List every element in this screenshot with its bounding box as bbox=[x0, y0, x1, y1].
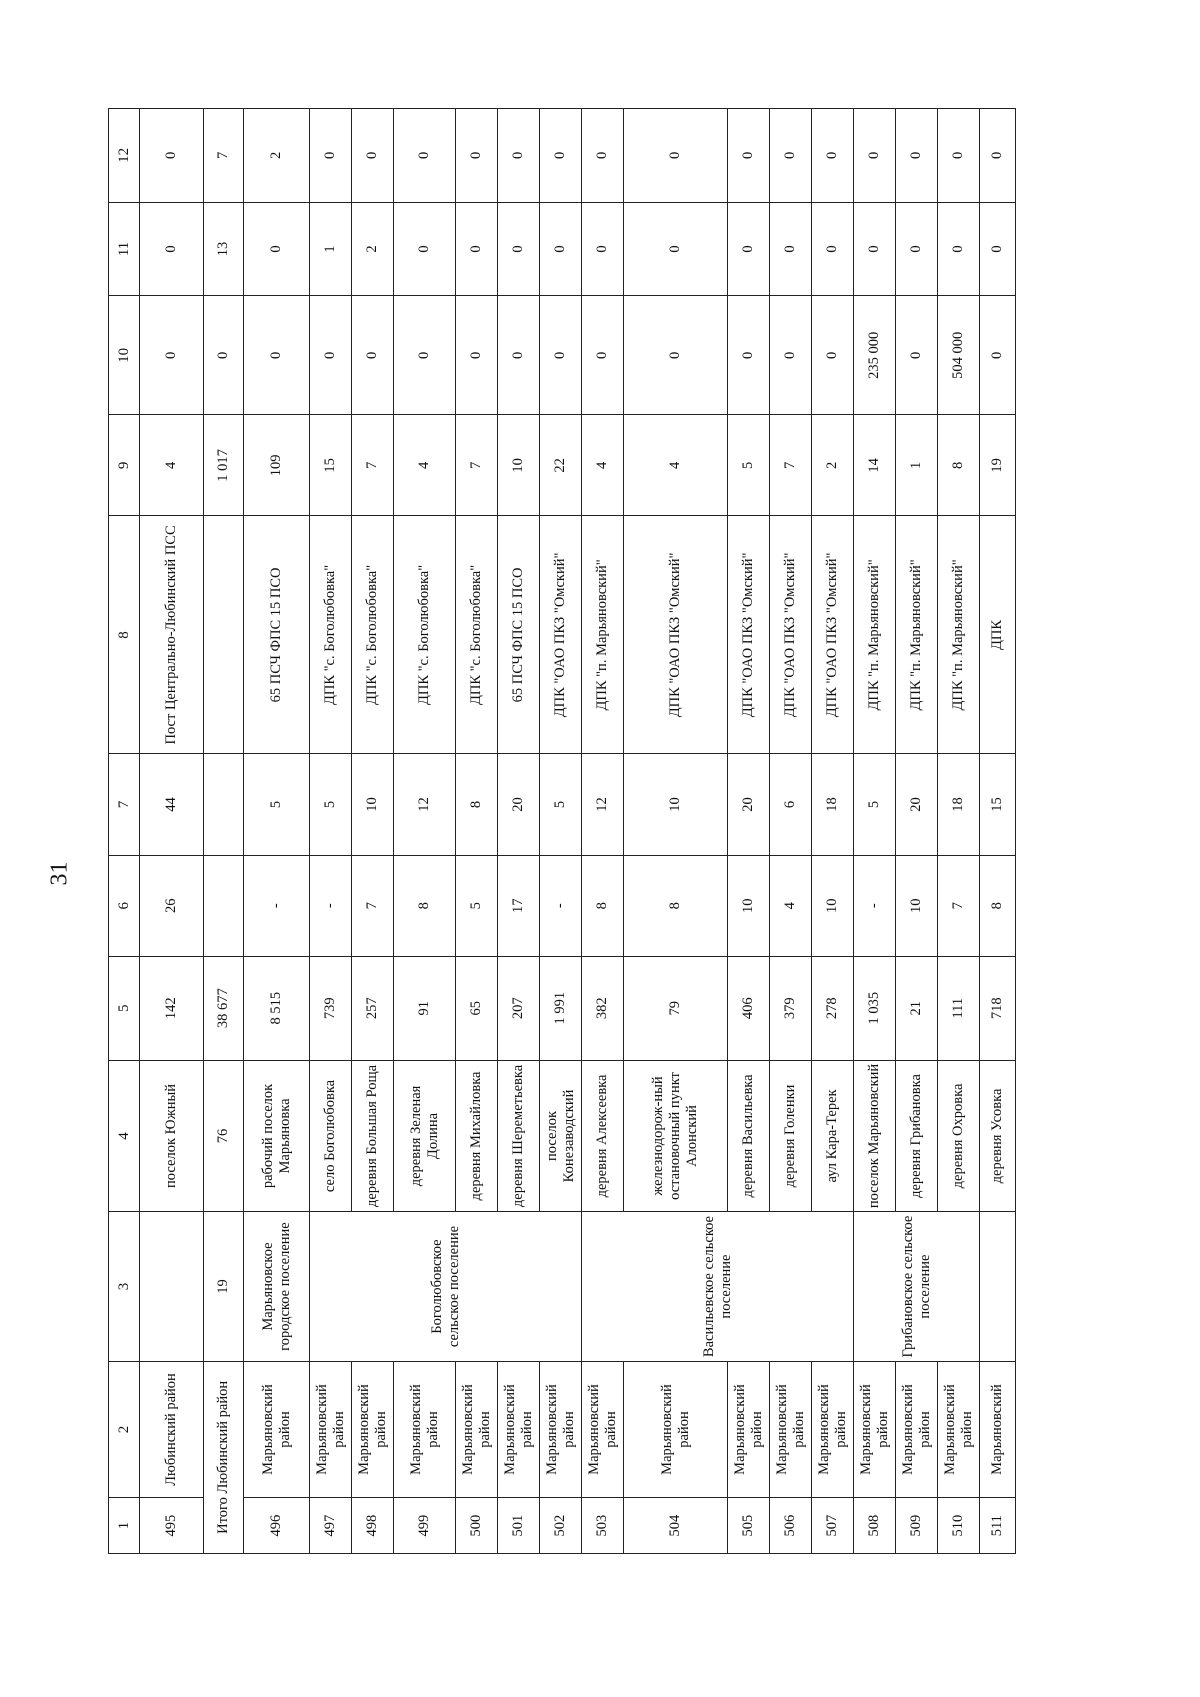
value-cell: 4 bbox=[394, 415, 456, 516]
locality-cell: деревня Большая Роща bbox=[352, 1060, 394, 1212]
value-cell: 5 bbox=[540, 754, 582, 855]
value-cell: 10 bbox=[498, 415, 540, 516]
value-cell: 4 bbox=[582, 415, 624, 516]
value-cell: 0 bbox=[728, 202, 770, 296]
value-cell: 7 bbox=[456, 415, 498, 516]
value-cell: 26 bbox=[140, 855, 204, 956]
value-cell: 0 bbox=[980, 296, 1016, 415]
table-row bbox=[140, 109, 204, 1554]
fire-unit-cell: ДПК "ОАО ПКЗ "Омский" bbox=[728, 516, 770, 754]
value-cell: 0 bbox=[770, 296, 812, 415]
district-cell: Марьяновский район bbox=[728, 1361, 770, 1498]
value-cell: 0 bbox=[540, 202, 582, 296]
value-cell: 7 bbox=[770, 415, 812, 516]
value-cell: 739 bbox=[310, 956, 352, 1060]
fire-unit-cell: ДПК "с. Боголюбовка" bbox=[456, 516, 498, 754]
value-cell: 0 bbox=[812, 202, 854, 296]
value-cell: 0 bbox=[938, 109, 980, 203]
value-cell: 0 bbox=[204, 296, 244, 415]
header-cell: 4 bbox=[109, 1060, 140, 1212]
fire-unit-cell: ДПК "ОАО ПКЗ "Омский" bbox=[624, 516, 728, 754]
fire-unit-cell: ДПК "ОАО ПКЗ "Омский" bbox=[812, 516, 854, 754]
value-cell: 10 bbox=[624, 754, 728, 855]
value-cell: 5 bbox=[854, 754, 896, 855]
locality-cell: поселок Конезаводский bbox=[540, 1060, 582, 1212]
value-cell: 13 bbox=[204, 202, 244, 296]
value-cell: 0 bbox=[540, 109, 582, 203]
value-cell: 0 bbox=[812, 109, 854, 203]
value-cell: - bbox=[244, 855, 310, 956]
fire-unit-cell: ДПК "с. Боголюбовка" bbox=[352, 516, 394, 754]
value-cell: - bbox=[854, 855, 896, 956]
locality-cell: аул Кара-Терек bbox=[812, 1060, 854, 1212]
table-row bbox=[244, 109, 310, 1554]
settlement-cell bbox=[980, 1212, 1016, 1361]
locality-cell: деревня Алексеевка bbox=[582, 1060, 624, 1212]
value-cell: 1 991 bbox=[540, 956, 582, 1060]
value-cell: 0 bbox=[352, 109, 394, 203]
header-cell: 3 bbox=[109, 1212, 140, 1361]
value-cell bbox=[204, 754, 244, 855]
value-cell: 235 000 bbox=[854, 296, 896, 415]
value-cell: 0 bbox=[498, 109, 540, 203]
value-cell: 379 bbox=[770, 956, 812, 1060]
fire-unit-cell: ДПК "с. Боголюбовка" bbox=[310, 516, 352, 754]
value-cell: 382 bbox=[582, 956, 624, 1060]
value-cell: 10 bbox=[728, 855, 770, 956]
locality-cell: деревня Шереметьевка bbox=[498, 1060, 540, 1212]
locality-cell: деревня Зеленая Долина bbox=[394, 1060, 456, 1212]
table-row bbox=[310, 109, 352, 1554]
value-cell: 0 bbox=[582, 109, 624, 203]
district-cell: Марьяновский район bbox=[812, 1361, 854, 1498]
row-number-cell: 511 bbox=[980, 1498, 1016, 1554]
value-cell: 12 bbox=[394, 754, 456, 855]
value-cell: 17 bbox=[498, 855, 540, 956]
value-cell: 1 035 bbox=[854, 956, 896, 1060]
value-cell: 0 bbox=[728, 109, 770, 203]
value-cell: 718 bbox=[980, 956, 1016, 1060]
locality-cell: железнодорож-ный остановочный пункт Алонский bbox=[624, 1060, 728, 1212]
header-cell: 11 bbox=[109, 202, 140, 296]
value-cell: - bbox=[310, 855, 352, 956]
district-cell: Марьяновский район bbox=[244, 1361, 310, 1498]
value-cell: 1 bbox=[310, 202, 352, 296]
value-cell: 10 bbox=[352, 754, 394, 855]
value-cell: 91 bbox=[394, 956, 456, 1060]
district-cell: Марьяновский район bbox=[896, 1361, 938, 1498]
value-cell: 18 bbox=[812, 754, 854, 855]
value-cell: 4 bbox=[624, 415, 728, 516]
value-cell: 10 bbox=[896, 855, 938, 956]
value-cell: 0 bbox=[854, 109, 896, 203]
header-cell: 6 bbox=[109, 855, 140, 956]
value-cell: 2 bbox=[244, 109, 310, 203]
header-cell: 12 bbox=[109, 109, 140, 203]
value-cell: 8 bbox=[938, 415, 980, 516]
value-cell: 4 bbox=[770, 855, 812, 956]
value-cell bbox=[204, 855, 244, 956]
district-cell: Марьяновский район bbox=[770, 1361, 812, 1498]
value-cell: 0 bbox=[456, 109, 498, 203]
value-cell: 20 bbox=[896, 754, 938, 855]
value-cell: 109 bbox=[244, 415, 310, 516]
header-cell: 10 bbox=[109, 296, 140, 415]
locality-cell: деревня Голенки bbox=[770, 1060, 812, 1212]
district-cell: Марьяновский район bbox=[582, 1361, 624, 1498]
row-number-cell: 505 bbox=[728, 1498, 770, 1554]
data-table bbox=[108, 108, 1016, 1554]
district-cell: Марьяновский район bbox=[540, 1361, 582, 1498]
value-cell: 0 bbox=[624, 296, 728, 415]
value-cell: 207 bbox=[498, 956, 540, 1060]
table-row bbox=[854, 109, 896, 1554]
value-cell: 0 bbox=[896, 296, 938, 415]
fire-unit-cell: ДПК "п. Марьяновский" bbox=[582, 516, 624, 754]
row-number-cell: 502 bbox=[540, 1498, 582, 1554]
value-cell: 1 bbox=[896, 415, 938, 516]
value-cell: 5 bbox=[728, 415, 770, 516]
value-cell: 21 bbox=[896, 956, 938, 1060]
fire-unit-cell: ДПК bbox=[980, 516, 1016, 754]
value-cell: 19 bbox=[204, 1212, 244, 1361]
value-cell: 0 bbox=[140, 202, 204, 296]
district-cell: Марьяновский район bbox=[394, 1361, 456, 1498]
value-cell: 7 bbox=[204, 109, 244, 203]
total-row bbox=[204, 109, 244, 1554]
table-row bbox=[582, 109, 624, 1554]
value-cell: 0 bbox=[938, 202, 980, 296]
value-cell: 0 bbox=[728, 296, 770, 415]
header-cell: 7 bbox=[109, 754, 140, 855]
value-cell: 0 bbox=[244, 296, 310, 415]
row-number-cell: 509 bbox=[896, 1498, 938, 1554]
value-cell: 44 bbox=[140, 754, 204, 855]
value-cell: 0 bbox=[854, 202, 896, 296]
value-cell: 0 bbox=[896, 202, 938, 296]
row-number-cell: 501 bbox=[498, 1498, 540, 1554]
locality-cell: село Боголюбовка bbox=[310, 1060, 352, 1212]
value-cell: 7 bbox=[352, 415, 394, 516]
value-cell: 8 bbox=[582, 855, 624, 956]
value-cell: 8 bbox=[456, 754, 498, 855]
value-cell: 18 bbox=[938, 754, 980, 855]
district-cell: Марьяновский район bbox=[456, 1361, 498, 1498]
district-cell: Марьяновский район bbox=[352, 1361, 394, 1498]
value-cell: 5 bbox=[244, 754, 310, 855]
settlement-merged-cell: Васильевское сельское поселение bbox=[582, 1212, 854, 1361]
value-cell: 257 bbox=[352, 956, 394, 1060]
value-cell: 142 bbox=[140, 956, 204, 1060]
value-cell: 0 bbox=[456, 296, 498, 415]
value-cell: 2 bbox=[352, 202, 394, 296]
value-cell: 0 bbox=[770, 109, 812, 203]
district-cell: Марьяновский район bbox=[498, 1361, 540, 1498]
value-cell: 14 bbox=[854, 415, 896, 516]
value-cell: 8 515 bbox=[244, 956, 310, 1060]
value-cell: 0 bbox=[310, 109, 352, 203]
value-cell: 0 bbox=[394, 109, 456, 203]
value-cell: 0 bbox=[140, 109, 204, 203]
row-number-cell: 510 bbox=[938, 1498, 980, 1554]
fire-unit-cell: Пост Центрально-Любинский ПСС bbox=[140, 516, 204, 754]
value-cell: 0 bbox=[980, 202, 1016, 296]
row-number-cell: 499 bbox=[394, 1498, 456, 1554]
rotated-table-container bbox=[108, 108, 1076, 1554]
district-cell: Марьяновский район bbox=[624, 1361, 728, 1498]
value-cell: 0 bbox=[812, 296, 854, 415]
locality-cell: деревня Усовка bbox=[980, 1060, 1016, 1212]
fire-unit-cell: 65 ПСЧ ФПС 15 ПСО bbox=[498, 516, 540, 754]
value-cell: 8 bbox=[394, 855, 456, 956]
value-cell: 0 bbox=[540, 296, 582, 415]
locality-cell: деревня Грибановка bbox=[896, 1060, 938, 1212]
value-cell: 1 017 bbox=[204, 415, 244, 516]
locality-cell: деревня Охровка bbox=[938, 1060, 980, 1212]
value-cell: 0 bbox=[310, 296, 352, 415]
value-cell: 15 bbox=[310, 415, 352, 516]
value-cell: 4 bbox=[140, 415, 204, 516]
district-cell: Марьяновский район bbox=[310, 1361, 352, 1498]
value-cell: 79 bbox=[624, 956, 728, 1060]
value-cell: 504 000 bbox=[938, 296, 980, 415]
value-cell: 406 bbox=[728, 956, 770, 1060]
value-cell: 0 bbox=[980, 109, 1016, 203]
settlement-cell bbox=[140, 1212, 204, 1361]
district-cell: Любинский район bbox=[140, 1361, 204, 1498]
value-cell: 8 bbox=[980, 855, 1016, 956]
value-cell: 0 bbox=[624, 202, 728, 296]
total-label-cell: Итого Любинский район bbox=[204, 1361, 244, 1553]
value-cell: 0 bbox=[352, 296, 394, 415]
value-cell: 0 bbox=[140, 296, 204, 415]
value-cell: 15 bbox=[980, 754, 1016, 855]
value-cell: 0 bbox=[394, 202, 456, 296]
value-cell: 0 bbox=[244, 202, 310, 296]
fire-unit-cell: ДПК "ОАО ПКЗ "Омский" bbox=[540, 516, 582, 754]
value-cell: 22 bbox=[540, 415, 582, 516]
fire-unit-cell: 65 ПСЧ ФПС 15 ПСО bbox=[244, 516, 310, 754]
value-cell: 111 bbox=[938, 956, 980, 1060]
value-cell: 0 bbox=[498, 202, 540, 296]
locality-cell: деревня Михайловка bbox=[456, 1060, 498, 1212]
value-cell: 0 bbox=[624, 109, 728, 203]
fire-unit-cell: ДПК "п. Марьяновский" bbox=[854, 516, 896, 754]
value-cell: 0 bbox=[456, 202, 498, 296]
locality-cell: рабочий поселок Марьяновка bbox=[244, 1060, 310, 1212]
value-cell: 2 bbox=[812, 415, 854, 516]
row-number-cell: 506 bbox=[770, 1498, 812, 1554]
fire-unit-cell: ДПК "ОАО ПКЗ "Омский" bbox=[770, 516, 812, 754]
value-cell: 0 bbox=[498, 296, 540, 415]
district-cell: Марьяновский bbox=[980, 1361, 1016, 1498]
row-number-cell: 495 bbox=[140, 1498, 204, 1554]
row-number-cell: 507 bbox=[812, 1498, 854, 1554]
row-number-cell: 500 bbox=[456, 1498, 498, 1554]
value-cell: 19 bbox=[980, 415, 1016, 516]
value-cell: 76 bbox=[204, 1060, 244, 1212]
value-cell: 12 bbox=[582, 754, 624, 855]
value-cell: 0 bbox=[394, 296, 456, 415]
header-row bbox=[109, 109, 140, 1554]
header-cell: 9 bbox=[109, 415, 140, 516]
settlement-merged-cell: Боголюбовское сельское поселение bbox=[310, 1212, 582, 1361]
locality-cell: поселок Марьяновский bbox=[854, 1060, 896, 1212]
value-cell: 6 bbox=[770, 754, 812, 855]
row-number-cell: 504 bbox=[624, 1498, 728, 1554]
value-cell: 0 bbox=[770, 202, 812, 296]
fire-unit-cell: ДПК "п. Марьяновский" bbox=[896, 516, 938, 754]
value-cell: 7 bbox=[938, 855, 980, 956]
value-cell: 0 bbox=[582, 296, 624, 415]
table-row bbox=[980, 109, 1016, 1554]
header-cell: 2 bbox=[109, 1361, 140, 1498]
value-cell: 65 bbox=[456, 956, 498, 1060]
value-cell: - bbox=[540, 855, 582, 956]
header-cell: 5 bbox=[109, 956, 140, 1060]
page-number: 31 bbox=[46, 861, 73, 886]
value-cell: 278 bbox=[812, 956, 854, 1060]
value-cell: 5 bbox=[310, 754, 352, 855]
fire-unit-cell: ДПК "п. Марьяновский" bbox=[938, 516, 980, 754]
row-number-cell: 496 bbox=[244, 1498, 310, 1554]
value-cell: 7 bbox=[352, 855, 394, 956]
value-cell: 5 bbox=[456, 855, 498, 956]
fire-unit-cell: ДПК "с. Боголюбовка" bbox=[394, 516, 456, 754]
row-number-cell: 508 bbox=[854, 1498, 896, 1554]
locality-cell: поселок Южный bbox=[140, 1060, 204, 1212]
value-cell: 8 bbox=[624, 855, 728, 956]
value-cell: 10 bbox=[812, 855, 854, 956]
district-cell: Марьяновский район bbox=[854, 1361, 896, 1498]
value-cell bbox=[204, 516, 244, 754]
value-cell: 0 bbox=[582, 202, 624, 296]
settlement-cell: Марьяновское городское поселение bbox=[244, 1212, 310, 1361]
header-cell: 1 bbox=[109, 1498, 140, 1554]
locality-cell: деревня Васильевка bbox=[728, 1060, 770, 1212]
header-cell: 8 bbox=[109, 516, 140, 754]
value-cell: 20 bbox=[728, 754, 770, 855]
row-number-cell: 503 bbox=[582, 1498, 624, 1554]
row-number-cell: 497 bbox=[310, 1498, 352, 1554]
document-table-region bbox=[108, 108, 1076, 1554]
value-cell: 38 677 bbox=[204, 956, 244, 1060]
row-number-cell: 498 bbox=[352, 1498, 394, 1554]
value-cell: 20 bbox=[498, 754, 540, 855]
settlement-merged-cell: Грибановское сельское поселение bbox=[854, 1212, 980, 1361]
value-cell: 0 bbox=[896, 109, 938, 203]
district-cell: Марьяновский район bbox=[938, 1361, 980, 1498]
